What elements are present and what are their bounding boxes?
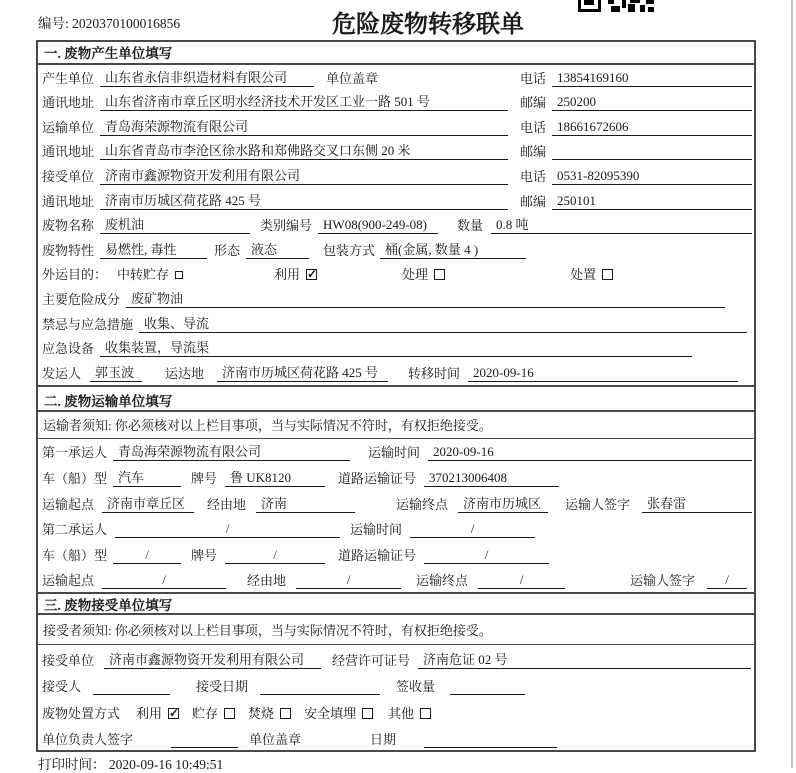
responsible-sign-label: 单位负责人签字 bbox=[42, 732, 134, 748]
option-label: 利用 bbox=[274, 267, 301, 283]
origin-value: / bbox=[102, 572, 226, 589]
address-label: 通讯地址 bbox=[42, 95, 95, 111]
checkbox-treat bbox=[434, 269, 445, 280]
form-label: 形态 bbox=[214, 242, 241, 258]
endpoint-label: 运输终点 bbox=[396, 496, 449, 512]
row-transporter-address bbox=[38, 139, 754, 164]
phone-label: 电话 bbox=[519, 70, 546, 86]
endpoint-value: / bbox=[478, 572, 565, 589]
row-responsible-sign bbox=[38, 725, 754, 752]
origin-label: 运输起点 bbox=[42, 496, 95, 512]
row-route-1 bbox=[38, 490, 754, 516]
plate-value: 鲁 UK8120 bbox=[225, 470, 325, 487]
first-carrier-value: 青岛海荣源物流有限公司 bbox=[113, 444, 350, 461]
phone-value: 18661672606 bbox=[552, 119, 752, 136]
zip-value: 250200 bbox=[552, 94, 752, 111]
carrier-sign-label: 运输人签字 bbox=[565, 496, 631, 512]
shipper-value: 郭玉波 bbox=[90, 365, 142, 382]
print-time-label: 打印时间： bbox=[38, 757, 106, 772]
endpoint-value: 济南市历城区 bbox=[458, 496, 548, 513]
checkbox-landfill bbox=[362, 708, 373, 719]
phone-value: 0531-82095390 bbox=[552, 168, 752, 185]
equipment-value: 收集装置，导流渠 bbox=[100, 340, 692, 357]
address-label: 通讯地址 bbox=[42, 193, 95, 209]
plate-value: / bbox=[225, 547, 325, 564]
second-carrier-label: 第二承运人 bbox=[42, 522, 108, 538]
option-label: 贮存 bbox=[192, 705, 219, 721]
unit-seal-label: 单位盖章 bbox=[326, 70, 379, 86]
option-label: 处置 bbox=[570, 267, 597, 283]
disposal-option bbox=[304, 706, 373, 722]
accept-unit-label: 接受单位 bbox=[42, 652, 95, 668]
transport-time-value: / bbox=[410, 521, 535, 538]
serial-value: 2020370100016856 bbox=[72, 16, 181, 31]
address-value: 山东省济南市章丘区明水经济技术开发区工业一路 501 号 bbox=[100, 94, 508, 111]
serial-label: 编号: bbox=[38, 16, 69, 31]
transport-time-value: 2020-09-16 bbox=[428, 444, 752, 461]
zip-value: 250101 bbox=[552, 193, 752, 210]
accept-date-label: 接受日期 bbox=[196, 679, 249, 695]
transporter-label: 运输单位 bbox=[42, 119, 95, 135]
purpose-option bbox=[274, 267, 317, 283]
carrier-sign-value: 张春雷 bbox=[642, 496, 752, 513]
first-carrier-label: 第一承运人 bbox=[42, 445, 108, 461]
road-permit-label: 道路运输证号 bbox=[338, 470, 417, 486]
page-edge-line bbox=[791, 0, 793, 768]
row-producer-address bbox=[38, 90, 754, 115]
accept-date-value-blank bbox=[260, 679, 380, 695]
quantity-label: 数量 bbox=[457, 218, 484, 234]
checkbox-utilize bbox=[168, 708, 179, 719]
row-hazard-components bbox=[38, 286, 754, 311]
category-code-value: HW08(900-249-08) bbox=[318, 217, 438, 234]
page-title: 危险废物转移联单 bbox=[332, 12, 524, 38]
row-transporter bbox=[38, 114, 754, 139]
zip-label: 邮编 bbox=[519, 193, 546, 209]
phone-label: 电话 bbox=[519, 119, 546, 135]
second-carrier-value: / bbox=[115, 521, 340, 538]
row-waste-traits bbox=[38, 237, 754, 262]
checkbox-utilize bbox=[306, 269, 317, 280]
row-shipper bbox=[38, 360, 754, 385]
receiver-label: 接受单位 bbox=[42, 168, 95, 184]
accept-person-label: 接受人 bbox=[42, 679, 82, 695]
origin-value: 济南市章丘区 bbox=[102, 496, 194, 513]
row-emergency-equipment bbox=[38, 336, 754, 361]
option-label: 利用 bbox=[136, 705, 163, 721]
vehicle-type-value: 汽车 bbox=[113, 470, 181, 487]
purpose-option bbox=[402, 267, 445, 283]
zip-label: 邮编 bbox=[519, 144, 546, 160]
checkbox-other bbox=[420, 708, 431, 719]
row-receiver-address bbox=[38, 188, 754, 213]
via-label: 经由地 bbox=[207, 496, 247, 512]
purpose-option bbox=[117, 267, 183, 283]
traits-label: 废物特性 bbox=[42, 242, 95, 258]
destination-value: 济南市历城区荷花路 425 号 bbox=[217, 365, 388, 382]
producer-label: 产生单位 bbox=[42, 70, 95, 86]
address-label: 通讯地址 bbox=[42, 144, 95, 160]
vehicle-type-label: 车（船）型 bbox=[42, 547, 108, 563]
phone-value: 13854169160 bbox=[552, 70, 752, 87]
row-accept-person bbox=[38, 672, 754, 699]
zip-label: 邮编 bbox=[519, 95, 546, 111]
option-label: 中转贮存 bbox=[117, 267, 170, 283]
license-value: 济南危证 02 号 bbox=[418, 652, 751, 669]
checkbox-store bbox=[224, 708, 235, 719]
row-waste-name bbox=[38, 213, 754, 238]
taboo-value: 收集、导流 bbox=[139, 316, 747, 333]
waste-name-value: 废机油 bbox=[100, 217, 250, 234]
section3-notice: 接受者须知: 你必须核对以上栏目事项，当与实际情况不符时，有权拒绝接受。 bbox=[38, 615, 754, 645]
disposal-option bbox=[136, 706, 179, 722]
row-disposal-method bbox=[38, 698, 754, 725]
plate-label: 牌号 bbox=[191, 470, 218, 486]
receiver-value: 济南市鑫源物资开发利用有限公司 bbox=[100, 168, 508, 185]
print-time-line bbox=[38, 753, 223, 773]
print-time-value: 2020-09-16 10:49:51 bbox=[108, 757, 224, 772]
category-code-label: 类别编号 bbox=[260, 218, 313, 234]
row-producer bbox=[38, 65, 754, 90]
row-second-carrier bbox=[38, 516, 754, 542]
disposal-option bbox=[248, 706, 291, 722]
row-first-carrier bbox=[38, 439, 754, 465]
checkbox-transit-storage bbox=[175, 271, 183, 279]
equipment-label: 应急设备 bbox=[42, 341, 95, 357]
transporter-value: 青岛海荣源物流有限公司 bbox=[100, 119, 508, 136]
taboo-label: 禁忌与应急措施 bbox=[42, 316, 134, 332]
checkbox-dispose bbox=[602, 269, 613, 280]
row-receiver bbox=[38, 163, 754, 188]
packing-value: 桶(金属, 数量 4 ) bbox=[380, 242, 526, 259]
purpose-label: 外运目的： bbox=[42, 267, 108, 283]
manifest-form bbox=[36, 40, 756, 752]
plate-label: 牌号 bbox=[191, 547, 218, 563]
row-taboo-measures bbox=[38, 311, 754, 336]
via-value: 济南 bbox=[256, 496, 355, 513]
received-amount-label: 签收量 bbox=[396, 679, 436, 695]
date-value-blank bbox=[424, 732, 557, 748]
section2-notice: 运输者须知: 你必须核对以上栏目事项，当与实际情况不符时，有权拒绝接受。 bbox=[38, 412, 754, 439]
qr-code-fragment-icon bbox=[578, 0, 654, 12]
row-accept-unit bbox=[38, 645, 754, 672]
accept-person-value-blank bbox=[93, 679, 170, 695]
endpoint-label: 运输终点 bbox=[416, 573, 469, 589]
phone-label: 电话 bbox=[519, 168, 546, 184]
row-vehicle-1 bbox=[38, 464, 754, 490]
address-value: 山东省青岛市李沧区徐水路和郑佛路交叉口东侧 20 米 bbox=[100, 143, 508, 160]
option-label: 焚烧 bbox=[248, 705, 275, 721]
vehicle-type-value: / bbox=[113, 547, 181, 564]
zip-value-blank bbox=[552, 144, 752, 160]
responsible-sign-value-blank bbox=[171, 732, 238, 748]
purpose-option bbox=[570, 267, 613, 283]
received-amount-value-blank bbox=[450, 679, 525, 695]
transfer-time-label: 转移时间 bbox=[408, 365, 461, 381]
serial-number-line bbox=[38, 12, 180, 32]
license-label: 经营许可证号 bbox=[332, 652, 411, 668]
transport-time-label: 运输时间 bbox=[368, 445, 421, 461]
carrier-sign-value: / bbox=[707, 572, 747, 589]
checkbox-incinerate bbox=[280, 708, 291, 719]
road-permit-label: 道路运输证号 bbox=[338, 547, 417, 563]
road-permit-value: / bbox=[424, 547, 549, 564]
via-label: 经由地 bbox=[247, 573, 287, 589]
option-label: 安全填埋 bbox=[304, 705, 357, 721]
via-value: / bbox=[296, 572, 401, 589]
accept-unit-value: 济南市鑫源物资开发利用有限公司 bbox=[104, 652, 321, 669]
shipper-label: 发运人 bbox=[42, 365, 82, 381]
producer-value: 山东省永信非织造材料有限公司 bbox=[100, 70, 314, 87]
origin-label: 运输起点 bbox=[42, 573, 95, 589]
road-permit-value: 370213006408 bbox=[424, 470, 559, 487]
quantity-value: 0.8 吨 bbox=[491, 217, 752, 234]
carrier-sign-label: 运输人签字 bbox=[630, 573, 696, 589]
row-vehicle-2 bbox=[38, 541, 754, 567]
traits-value: 易燃性, 毒性 bbox=[100, 242, 207, 259]
option-label: 处理 bbox=[402, 267, 429, 283]
waste-name-label: 废物名称 bbox=[42, 218, 95, 234]
option-label: 其他 bbox=[388, 705, 415, 721]
disposal-option bbox=[388, 706, 431, 722]
transport-time-label: 运输时间 bbox=[350, 522, 403, 538]
form-value: 液态 bbox=[246, 242, 309, 259]
date-label: 日期 bbox=[370, 732, 397, 748]
section2-header: 二. 废物运输单位填写 bbox=[38, 385, 754, 412]
disposal-method-label: 废物处置方式 bbox=[42, 705, 121, 721]
address-value: 济南市历城区荷花路 425 号 bbox=[100, 193, 508, 210]
vehicle-type-label: 车（船）型 bbox=[42, 470, 108, 486]
section1-header: 一. 废物产生单位填写 bbox=[38, 42, 754, 65]
packing-label: 包装方式 bbox=[323, 242, 376, 258]
row-transfer-purpose bbox=[38, 262, 754, 287]
destination-label: 运达地 bbox=[165, 365, 205, 381]
hazard-label: 主要危险成分 bbox=[42, 291, 121, 307]
hazard-value: 废矿物油 bbox=[126, 291, 725, 308]
unit-seal-label: 单位盖章 bbox=[249, 732, 302, 748]
section3-header: 三. 废物接受单位填写 bbox=[38, 592, 754, 615]
row-route-2 bbox=[38, 567, 754, 593]
disposal-option bbox=[192, 706, 235, 722]
transfer-time-value: 2020-09-16 bbox=[468, 365, 738, 382]
